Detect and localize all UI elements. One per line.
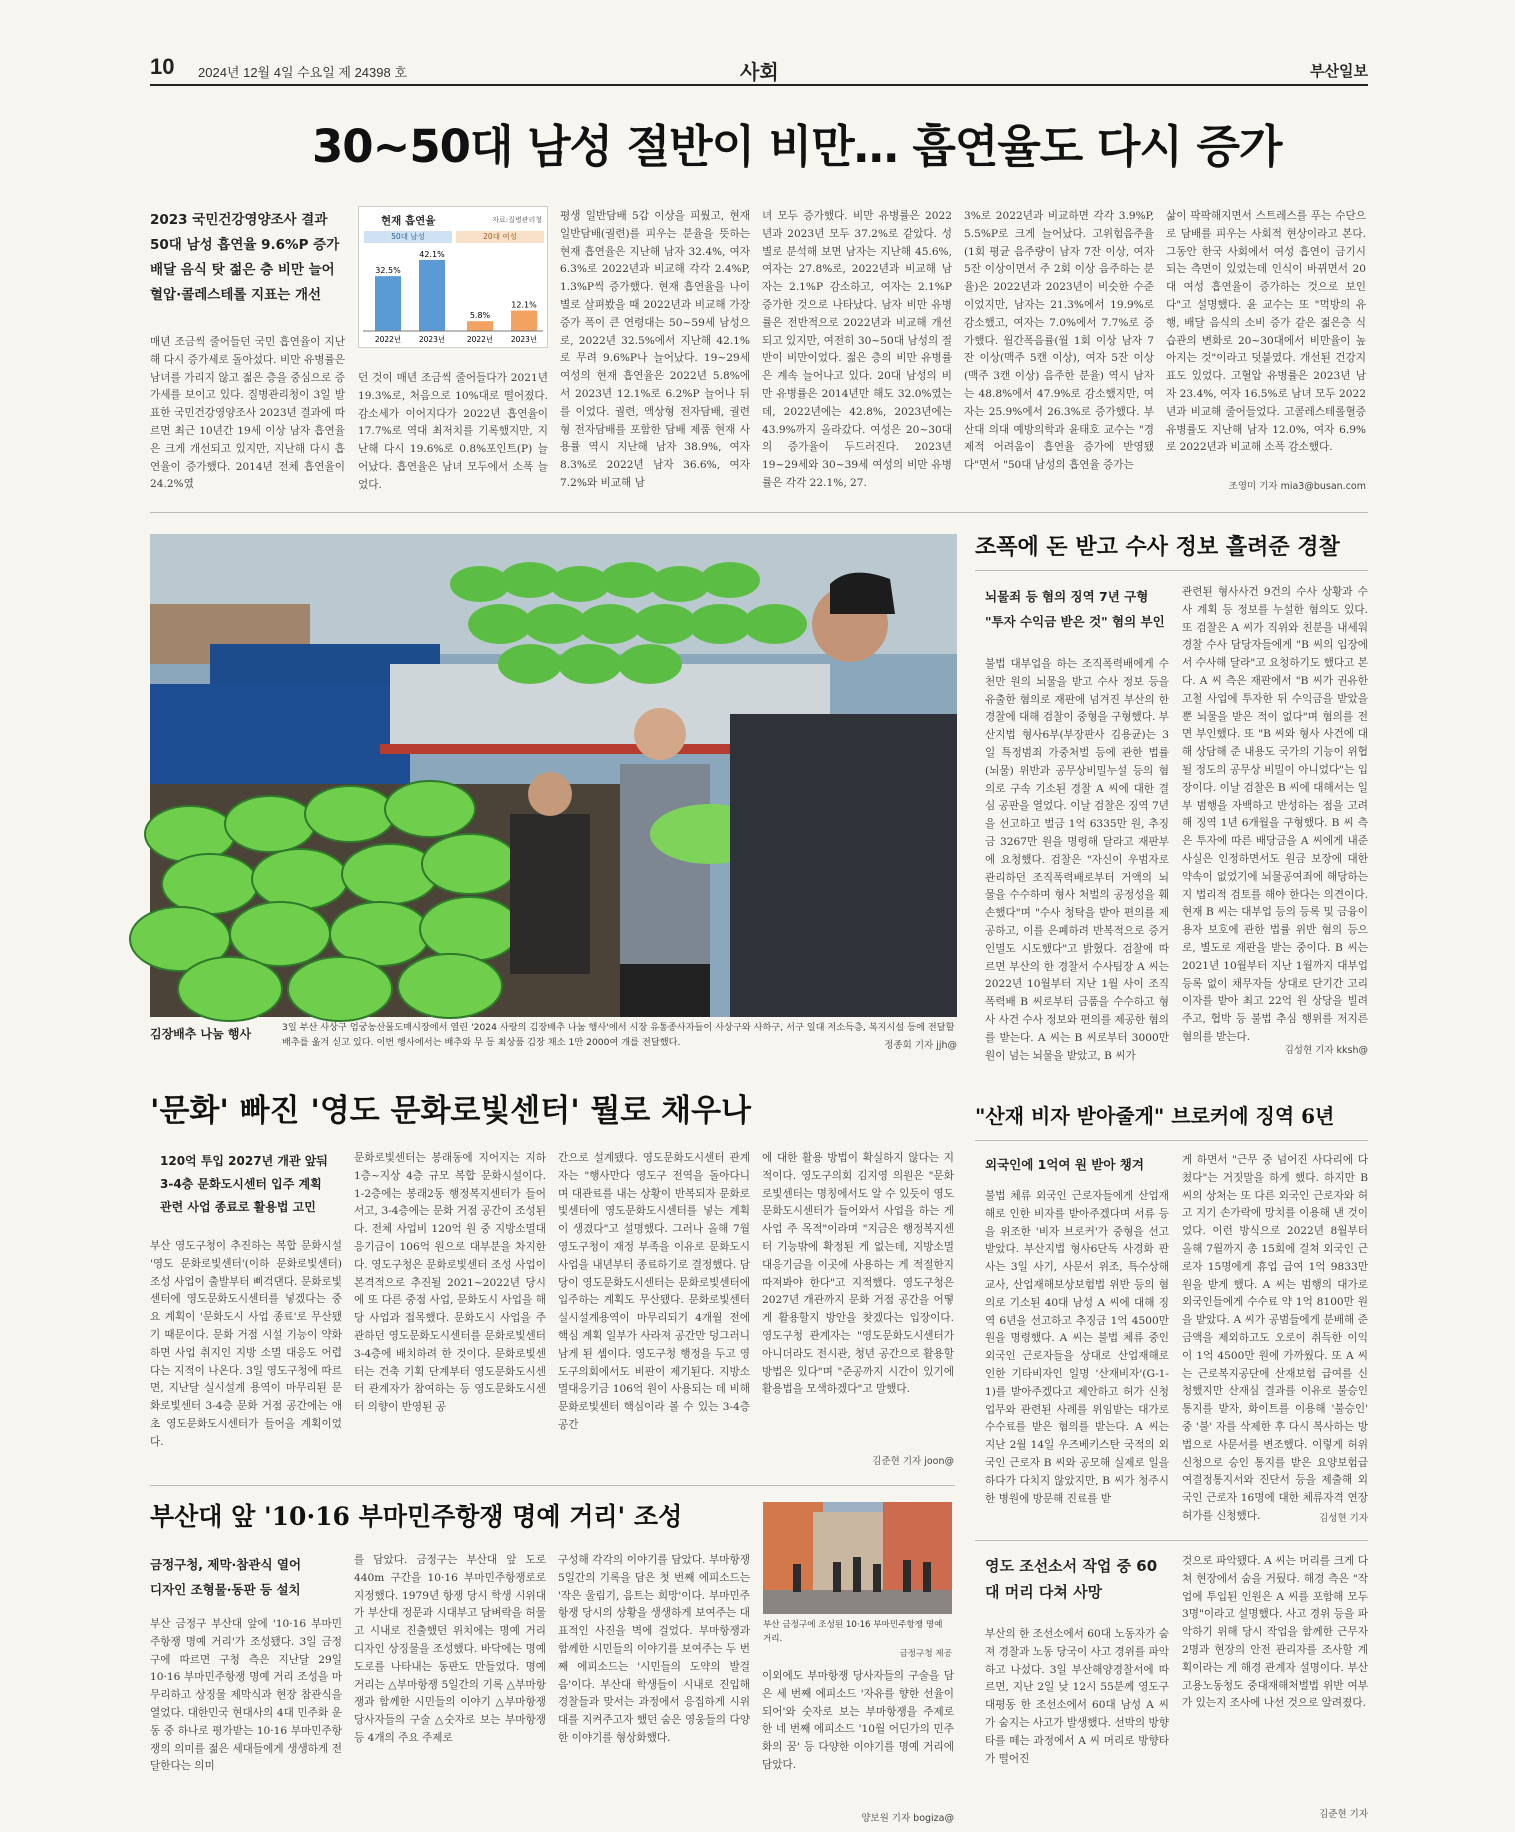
article1-col1: 매년 조금씩 줄어들던 국민 흡연율이 지난해 다시 증가세로 돌아섰다. 비만 유병률은 남녀를 가리지 않고 젊은 층을 중심으로 증가세를 보이고 있다. 질병관리청이 3일 발표한 국민건강영양조사 2023년 결과에 따르면 최근 10년간 19세 이상 남자 흡연율은 크게 개선되고 있지만, 지난해 다시 흡연율이 증가했다. 2014년 전체 흡연율이 24.2%였 [150,336,345,491]
chart-value-label: 42.1% [419,249,445,259]
article1-subhead: 배달 음식 탓 젊은 층 비만 늘어 [150,262,335,278]
divider [975,1540,1368,1541]
article6-col1: 부산의 한 조선소에서 60대 노동자가 숨져 경찰과 노동 당국이 사고 경위를 파악하고 나섰다. 3일 부산해양경찰서에 따르면, 지난 2일 낮 12시 55분께 영도구 대평동 한 조선소에서 60대 남성 A 씨가 숨지는 사고가 발생했다. 선박의 방향타를 떼는 과정에서 A 씨 머리로 방향타가 떨어진 [985,1628,1169,1765]
chart-category-label: 2023년 [510,335,538,344]
article3-col2: 문화로빛센터는 봉래동에 지어지는 지하 1층~지상 4층 규모 복합 문화시설이다. 1-2층에는 봉래2동 행정복지센터가 들어서고, 3-4층에는 문화 거점 공간이 조성된다. 전체 사업비 120억 원 중 지방소멸대응기금이 106억 원으로 대부분을 차지한다. 영도구청은 문화로빛센터 조성 사업이 본격적으로 추진될 2021~2022년 당시에 또 다른 중점 사업, 문화도시 사업을 해당 사업과 접목했다. 문화도시 사업을 주관하던 영도문화도시센터를 문화로빛센터 3-4층에 배치하려 한 것이다. 문화로빛센터는 건축 기획 단계부터 영도문화도시센터 관계자가 참여하는 등 영도문화도시센터 의향이 반영된 공 [354,1152,546,1414]
article2-col2: 관련된 형사사건 9건의 수사 상황과 수사 계획 등 정보를 누설한 혐의도 있다. 또 검찰은 A 씨가 직위와 친분을 내세워 경찰 수사 담당자들에게 "B 씨의 입장에서 수사해 달라"고 요청하기도 했다고 본다. A 씨 측은 재판에서 "B 씨가 권유한 고철 사업에 투자한 뒤 수익금을 받았을 뿐 뇌물을 받은 적이 없다"며 혐의를 전면 부인했다. 또 "B 씨와 형사 사건에 대해 상담해 준 내용도 국가의 기능이 위협될 정도의 공무상 비밀이 아니었다"는 입장이다. 이날 검찰은 B 씨에 대해서는 일부 범행을 자백하고 반성하는 점을 고려해 징역 1년 6개월을 구형했다. B 씨 측은 투자에 따른 배당금을 A 씨에게 내준 사실은 인정하면서도 원금 보장에 대한 약속이 없었기에 뇌물공여죄에 해당하는지 법리적 검토를 해야 한다는 의견이다. 현재 B 씨는 대부업 등의 등록 및 금융이용자 보호에 관한 법률 위반 혐의 등으로, 별도로 재판을 받는 중이다. B 씨는 2021년 10월부터 지난 1월까지 대부업 등록 없이 채무자들 상대로 단기간 고리 이자를 받아 최고 22억 원 상당을 빌려주고, 협박 등 불법 추심 행위를 저지른 혐의를 받는다. [1182,586,1368,1043]
article1-col2: 던 것이 매년 조금씩 줄어들다가 2021년 19.3%로, 처음으로 10%대로 떨어졌다. 감소세가 이어지다가 2022년 흡연율이 17.7%로 역대 최저치를 기록했지만, 지난해 다시 19.6%로 0.8%포인트(P) 늘어났다. 흡연율은 남녀 모두에서 소폭 늘었다. [358,372,548,491]
chart-value-label: 32.5% [375,266,401,276]
article6-byline: 김준현 기자 [1319,1809,1368,1820]
chart-bar [375,276,401,331]
chart-bar [511,311,537,331]
photo1-credit: 정종회 기자 jjh@ [884,1040,957,1051]
photo1-tag: 김장배추 나눔 행사 [150,1027,252,1041]
page-number: 10 [150,54,175,79]
divider [975,1140,1368,1141]
issue-date: 2024년 12월 4일 수요일 제 24398 호 [198,65,407,80]
article5-subhead: 디자인 조형물·동판 등 설치 [150,1582,301,1597]
article1-subhead: 2023 국민건강영양조사 결과 [150,212,328,228]
article1-subheads [150,208,346,308]
section-name: 사회 [740,60,779,84]
article3-subhead: 120억 투입 2027년 개관 앞둬 [160,1154,328,1168]
chart-category-label: 2023년 [418,335,446,344]
photo1-caption: 3일 부산 사상구 엄궁농산물도매시장에서 열린 '2024 사랑의 김장배추 나눔 행사'에서 시장 유통종사자들이 사상구와 사하구, 서구 일대 저소득층, 복지시설 등에 전달할 배추를 옮겨 싣고 있다. 이번 행사에서는 배추와 무 등 최상품 김장 채소 1만 2000여 개를 전달했다. [282,1022,955,1048]
article5-col2: 를 담았다. 금정구는 부산대 앞 도로 440m 구간을 10·16 부마민주항쟁로로 지정했다. 1979년 항쟁 당시 학생 시위대가 부산대 정문과 시대부고 담벼락을 허물고 시내로 진출했던 위치에는 명예 거리 디자인 상징물을 조성했다. 바닥에는 명예 도로를 나타내는 동판도 만들었다. 명예 거리는 △부마항쟁 5일간의 기록 △부마항쟁과 함께한 시민들의 이야기 △부마항쟁 당사자들의 구술 △숫자로 보는 부마항쟁 등 4개의 주요 주제로 [354,1554,546,1744]
article5-subheads [150,1552,345,1602]
article1-headline: 30~50대 남성 절반이 비만… 흡연율도 다시 증가 [312,120,1282,173]
article1-col5: 3%로 2022년과 비교하면 각각 3.9%P, 5.5%P로 크게 늘어났다. 고위험음주율(1회 평균 음주량이 남자 7잔 이상, 여자 5잔 이상이면서 주 2회 이상 음주하는 분율)은 2022년과 2023년이 비슷한 수준이었지만, 남자는 21.3%에서 19.9%로 감소했고, 여자는 7.0%에서 7.7%로 증가했다. 월간폭음률(월 1회 이상 남자 7잔 이상(맥주 5캔 이상), 여자 5잔 이상(맥주 3캔 이상) 음주한 분율) 역시 남자는 48.8%에서 47.9%로 감소했지만, 여자는 25.9%에서 26.3%로 증가했다. 부산대 의대 예방의학과 윤태호 교수는 "경제적 어려움이 흡연율 증가에 반영됐다"면서 "50대 남성의 흡연율 증가는 [964,210,1154,472]
chart-legend-men50s: 50대 남성 [364,231,452,243]
article5-subhead: 금정구청, 제막·참관식 열어 [150,1557,302,1572]
article5-byline: 양보원 기자 bogiza@ [861,1813,954,1824]
smoking-rate-chart [358,206,548,348]
article5-photo-credit: 금정구청 제공 [899,1649,952,1659]
article1-col6: 삶이 팍팍해지면서 스트레스를 푸는 수단으로 담배를 피우는 사회적 현상이라고 본다. 그동안 한국 사회에서 여성 흡연이 금기시되는 측면이 있었는데 인식이 바뀌면서 20대 여성 흡연율이 증가하는 것으로 보인다"고 설명했다. 윤 교수는 또 "먹방의 유행, 배달 음식의 소비 증가 같은 젊은층 식습관의 변화로 20~30대에서 비만율이 높아지는 것"이라고 덧붙였다. 개선된 건강지표도 있었다. 고혈압 유병률은 2023년 남자 23.4%, 여자 16.5%로 남녀 모두 2022년과 비교해 줄어들었다. 고콜레스테롤혈증 유병률도 지난해 남자 12.0%, 여자 6.9%로 2022년과 비교해 소폭 감소했다. [1166,210,1366,454]
chart-plot [359,247,547,347]
article3-subhead: 3-4층 문화도시센터 입주 계획 [160,1177,322,1191]
memorial-street-photo [763,1502,952,1614]
chart-value-label: 12.1% [511,300,537,310]
divider [150,1485,955,1486]
article3-col1: 부산 영도구청이 추진하는 복합 문화시설 '영도 문화로빛센터'(이하 문화로빛센터) 조성 사업이 출발부터 삐걱댄다. 문화로빛센터에 영도문화도시센터를 넣겠다는 중요 계획이 '문화도시 사업 종료'로 무산됐기 때문이다. 문화 거점 시설 기능이 약화하면 사업 취지인 지방 소멸 대응도 어렵다는 지적이 나온다. 3일 영도구청에 따르면, 지난달 실시설계 용역이 마무리된 문화로빛센터 3-4층 문화 거점 공간에는 애초 영도문화도시센터가 들어올 계획이었다. [150,1240,342,1448]
article3-subheads [160,1150,340,1219]
article2-subhead: "투자 수익금 받은 것" 혐의 부인 [985,614,1165,629]
chart-legend-women20s: 20대 여성 [456,231,544,243]
article2-col1: 불법 대부업을 하는 조직폭력배에게 수천만 원의 뇌물을 받고 수사 정보 등을 유출한 혐의로 재판에 넘겨진 부산의 한 경찰에 대해 검찰이 중형을 구형했다. 부산지법 형사6부(부장판사 김용균)는 3일 특정범죄 가중처벌 등에 관한 법률(뇌물) 위반과 공무상비밀누설 등의 혐의로 구속 기소된 경찰 A 씨에 대한 결심 공판을 열었다. 이날 검찰은 징역 7년을 선고하고 벌금 1억 6335만 원, 추징금 3267만 원을 명령해 달라고 재판부에 요청했다. 검찰은 "자신이 우범자로 관리하던 조직폭력배로부터 거액의 뇌물을 수수하며 형사 처벌의 공정성을 훼손했다"며 "수사 청탁을 받아 편의를 제공하고, 이를 은폐하려 반복적으로 증거 인멸도 시도했다"고 밝혔다. 검찰에 따르면 부산의 한 경찰서 수사팀장 A 씨는 2022년 10월부터 지난 1월 사이 조직폭력배 B 씨로부터 금품을 수수하고 형사 사건 수사 정보와 편의를 제공한 혐의를 받는다. A 씨는 B 씨로부터 3000만 원이 넘는 뇌물을 받았고, B 씨가 [985,658,1169,1062]
article3-byline: 김준현 기자 joon@ [872,1456,954,1467]
article5-col1: 부산 금정구 부산대 앞에 '10·16 부마민주항쟁 명예 거리'가 조성됐다. 3일 금정구에 따르면 구청 측은 지난달 29일 10·16 부마민주항쟁 명예 거리 조성을 마무리하고 상징물 제막식과 현장 참관식을 열었다. 대한민국 현대사의 4대 민주화 운동 중 하나로 평가받는 10·16 부마민주항쟁의 의미를 젊은 세대들에게 생생하게 전달한다는 의미 [150,1618,342,1773]
article2-headline: 조폭에 돈 받고 수사 정보 흘려준 경찰 [975,534,1340,560]
article3-headline: '문화' 빠진 '영도 문화로빛센터' 뭘로 채우나 [150,1093,752,1129]
article1-subhead: 혈압·콜레스테롤 지표는 개선 [150,287,322,303]
newspaper-logo: 부산일보 [1310,62,1368,80]
article1-col3: 평생 일반담배 5갑 이상을 피웠고, 현재 일반담배(궐련)를 피우는 분율을 뜻하는 현재 흡연율은 지난해 남자 32.4%, 여자 6.3%로 2022년과 비교해 각각 2.4%P, 1.3%P씩 증가했다. 현재 흡연율을 나이별로 살펴봤을 때 2022년과 비교해 가장 증가 폭이 큰 연령대는 50~59세 남성으로, 2022년 32.5%에서 지난해 42.1%로 무려 9.6%P나 늘어났다. 19~29세 여성의 현재 흡연율은 2022년 5.8%에서 2023년 12.1%로 6.2%P 늘어나 뒤를 이었다. 궐련, 액상형 전자담배, 궐련형 전자담배를 포함한 담배 제품 현재 사용률 역시 지난해 남자 38.9%, 여자 8.3%로 2022년 남자 36.6%, 여자 7.2%와 비교해 남 [560,210,750,489]
chart-category-label: 2022년 [374,335,402,344]
article6-headline: 영도 조선소서 작업 중 60대 머리 다쳐 사망 [985,1557,1158,1601]
chart-source: 자료:질병관리청 [492,216,542,224]
divider [150,512,1368,513]
article4-byline: 김성현 기자 [1319,1513,1368,1524]
article1-byline: 조영미 기자 mia3@busan.com [1228,481,1366,492]
article4-col2: 게 하면서 "근무 중 넘어진 사다리에 다쳤다"는 거짓말을 하게 했다. 하지만 B 씨의 상처는 또 다른 외국인 근로자와 허고 지기 손가락에 망치를 이용해 낸 것이었다. 이런 방식으로 2022년 8월부터 올해 7월까지 총 15회에 걸쳐 외국인 근로자 15명에게 휴업 급여 1억 9833만 원을 받게 했다. A 씨는 범행의 대가로 외국인들에게 수수료 약 1억 8100만 원을 받았다. A 씨가 공범들에게 분배해 준 금액을 제외하고도 오로이 취득한 이익이 1억 4500만 원에 가까웠다. 또 A 씨는 근로복지공단에 산재보험 급여를 신청했지만 산재심 결과를 이유로 불승인 통지를 받자, 화이트를 이용해 '불승인' 중 '불' 자를 삭제한 후 다시 복사하는 방법으로 사문서를 변조했다. 이렇게 허위 신청으로 승인 통지를 받은 요양보험급여결정통지서와 진단서 등을 제출해 외국인 근로자 16명에 대한 체류자격 연장 허가를 신청했다. [1182,1154,1368,1522]
article1-col4: 녀 모두 증가했다. 비만 유병률은 2022년과 2023년 모두 37.2%로 같았다. 성별로 분석해 보면 남자는 지난해 45.6%, 여자는 27.8%로, 2022년과 비교해 남자는 2.1%P 감소하고, 여자는 2.1%P 증가한 것으로 나타났다. 남자 비만 유병률은 전반적으로 2022년과 비교해 개선되고 있지만, 여전히 30~50대 남성의 절반이 비만이었다. 젊은 층의 비만 유병률은 계속 늘어나고 있다. 20대 남성의 비만 유병률은 2014년만 해도 32.0%였는데, 2022년에는 42.8%, 2023년에는 43.9%까지 올라갔다. 여성은 20~30대의 증가율이 두드러진다. 2023년 19~29세와 30~39세 여성의 비만 유병률은 각각 22.1%, 27. [762,210,952,489]
article6-col2: 것으로 파악됐다. A 씨는 머리를 크게 다쳐 현장에서 숨을 거뒀다. 해경 측은 "작업에 투입된 인원은 A 씨를 포함해 모두 3명"이라고 설명했다. 사고 경위 등을 파악하기 위해 당시 작업을 함께한 근무자 2명과 현장의 안전 관리자를 조사할 계획이라는 게 해경 관계자 설명이다. 부산고용노동청도 중대재해처벌법 위반 여부가 있는지 조사에 나선 것으로 알려졌다. [1182,1555,1368,1710]
chart-bar [419,260,445,331]
chart-category-label: 2022년 [466,335,494,344]
article3-subhead: 관련 사업 종료로 활용법 고민 [160,1200,316,1214]
article3-col3: 간으로 설계됐다. 영도문화도시센터 관계자는 "행사만다 영도구 전역을 돌아다니며 대관료를 내는 상황이 반복되자 문화로빛센터에 영도문화도시센터를 넣는 계획이 생겼다"고 설명했다. 그러나 올해 7월 영도구청이 재정 부족을 이유로 문화도시 사업을 내년부터 종료하기로 결정했다. 담당이 영도문화도시센터는 문화로빛센터에 입주하는 계획도 무산됐다. 문화로빛센터 실시설계용역이 마무리되기 4개월 전에 핵심 계획 일부가 사라져 공간만 덩그러니 남게 된 셈이다. 영도구청 행정을 두고 영도구의회에서도 비판이 제기된다. 지방소멸대응기금 106억 원이 사용되는 데 비해 문화로빛센터 핵심이라 볼 수 있는 3-4층 공간 [558,1152,750,1431]
article4-col1: 불법 체류 외국인 근로자들에게 산업재해로 인한 비자를 받아주겠다며 서류 등을 위조한 '비자 브로커'가 중형을 선고받았다. 부산지법 형사6단독 사경화 판사는 3일 사기, 사문서 위조, 특수상해 교사, 산업재해보상보험법 위반 등의 혐의로 기소된 40대 남성 A 씨에 대해 징역 6년을 선고하고 추징금 1억 4500만 원을 명령했다. A 씨는 불법 체류 중인 외국인 근로자들을 상대로 산업재해로 인한 기타비자인 일명 '산재비자'(G-1-1)를 받아주겠다고 제안하고 허가 신청 업무와 관련된 사례를 위임받는 대가로 수수료를 받은 혐의를 받는다. A 씨는 지난 2월 14일 우즈베키스탄 국적의 외국인 근로자 B 씨와 공모해 실제로 일을 하다가 다치지 않았지만, B 씨가 청주시 한 병원에 방문해 진료를 받 [985,1190,1169,1505]
article5-photo-caption: 부산 금정구에 조성된 10·16 부마민주항쟁 명예 거리. [763,1620,943,1644]
article2-byline: 김성현 기자 kksh@ [1284,1045,1368,1056]
kimchi-cabbage-photo [150,534,957,1017]
chart-value-label: 5.8% [469,311,491,321]
article3-col4: 에 대한 활용 방법이 확실하지 않다는 지적이다. 영도구의회 김지영 의원은 "문화로빛센터는 명칭에서도 알 수 있듯이 영도문화도시센터가 들어와서 사업을 하는 게 사업 주 목적"이라며 "지금은 행정복지센터 기능밖에 확정된 게 없는데, 지방소멸대응기금을 이곳에 사용하는 게 적절한지 따져봐야 한다"고 지적했다. 영도구청은 2027년 개관까지 문화 거점 공간을 어떻게 활용할지 방안을 찾겠다는 입장이다. 영도구청 관계자는 "영도문화도시센터가 아니더라도 전시관, 청년 공간으로 활용할 방법은 있다"며 "준공까지 시간이 있기에 활용법을 모색하겠다"고 말했다. [762,1152,954,1396]
chart-bar [467,321,493,331]
article5-col4: 이외에도 부마항쟁 당사자들의 구술을 담은 세 번째 에피소드 '자유를 향한 선율이 되어'와 숫자로 보는 부마항쟁을 주제로 한 네 번째 에피소드 '10월 어딘가의 민주화의 꿈' 등 다양한 이야기를 명예 거리에 담았다. [762,1670,954,1771]
article5-col3: 구성해 각각의 이야기를 담았다. 부마항쟁 5일간의 기록을 담은 첫 번째 에피소드는 '작은 울림기, 음트는 희망'이다. 부마민주항쟁 당시의 상황을 생생하게 보여주는 대표적인 사진을 벽에 걸었다. 부마항쟁과 함께한 시민들의 이야기를 보여주는 두 번째 에피소드는 '시민들의 도약의 발걸음'이다. 부산대 학생들이 시내로 진입해 경찰들과 맞서는 과정에서 응집하게 시위대를 지켜주고자 했던 숨은 영웅들의 다양한 이야기를 형상화했다. [558,1554,750,1744]
article4-headline: "산재 비자 받아줄게" 브로커에 징역 6년 [975,1104,1335,1128]
article4-subhead: 외국인에 1억여 원 받아 챙겨 [985,1157,1144,1172]
article1-subhead: 50대 남성 흡연율 9.6%P 증가 [150,237,340,253]
article5-headline: 부산대 앞 '10·16 부마민주항쟁 명예 거리' 조성 [150,1502,683,1531]
article2-subheads [985,584,1169,634]
chart-title: 현재 흡연율 [381,215,436,227]
article2-subhead: 뇌물죄 등 혐의 징역 7년 구형 [985,589,1149,604]
divider [975,570,1368,571]
page-header [150,56,1368,86]
